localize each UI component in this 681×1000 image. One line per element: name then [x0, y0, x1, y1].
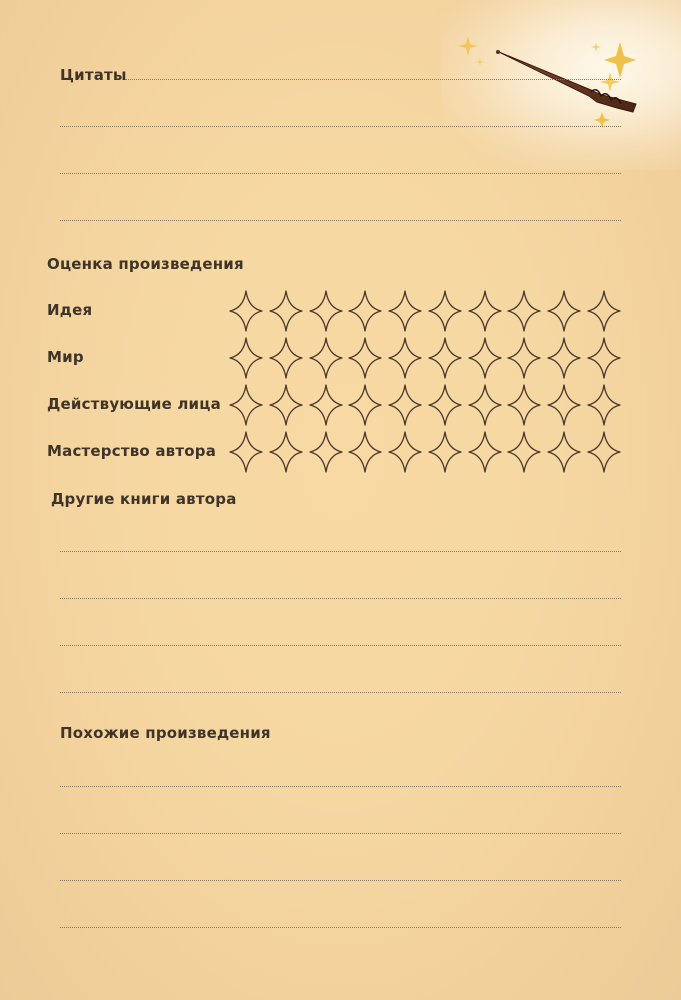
similar-title: Похожие произведения [60, 724, 271, 742]
rating-star-icon[interactable] [468, 431, 502, 473]
rating-stars-row [229, 290, 621, 332]
rating-star-icon[interactable] [348, 337, 382, 379]
other-books-line[interactable] [60, 692, 621, 693]
rating-star-icon[interactable] [388, 384, 422, 426]
rating-star-icon[interactable] [309, 337, 343, 379]
similar-line[interactable] [60, 786, 621, 787]
rating-star-icon[interactable] [269, 290, 303, 332]
rating-star-icon[interactable] [229, 337, 263, 379]
rating-star-icon[interactable] [428, 431, 462, 473]
rating-star-icon[interactable] [428, 290, 462, 332]
similar-line[interactable] [60, 880, 621, 881]
rating-star-icon[interactable] [468, 384, 502, 426]
rating-star-icon[interactable] [507, 384, 541, 426]
rating-star-icon[interactable] [428, 337, 462, 379]
rating-star-icon[interactable] [388, 337, 422, 379]
rating-star-icon[interactable] [507, 337, 541, 379]
rating-star-icon[interactable] [309, 431, 343, 473]
rating-stars-row [229, 384, 621, 426]
rating-star-icon[interactable] [309, 384, 343, 426]
rating-star-icon[interactable] [269, 337, 303, 379]
rating-star-icon[interactable] [587, 290, 621, 332]
criterion-label: Мир [47, 348, 84, 366]
rating-star-icon[interactable] [507, 290, 541, 332]
rating-star-icon[interactable] [229, 384, 263, 426]
criterion-label: Идея [47, 301, 93, 319]
rating-star-icon[interactable] [547, 384, 581, 426]
rating-star-icon[interactable] [229, 290, 263, 332]
quotes-line[interactable] [60, 173, 621, 174]
rating-stars-row [229, 431, 621, 473]
rating-star-icon[interactable] [388, 431, 422, 473]
rating-star-icon[interactable] [468, 290, 502, 332]
rating-star-icon[interactable] [587, 431, 621, 473]
rating-star-icon[interactable] [309, 290, 343, 332]
rating-star-icon[interactable] [229, 431, 263, 473]
other-books-line[interactable] [60, 551, 621, 552]
rating-star-icon[interactable] [348, 431, 382, 473]
quotes-line[interactable] [60, 126, 621, 127]
quotes-line[interactable] [60, 220, 621, 221]
quotes-line[interactable] [125, 79, 621, 80]
rating-star-icon[interactable] [388, 290, 422, 332]
rating-star-icon[interactable] [547, 431, 581, 473]
rating-star-icon[interactable] [587, 384, 621, 426]
rating-star-icon[interactable] [348, 384, 382, 426]
rating-title: Оценка произведения [47, 255, 244, 273]
rating-star-icon[interactable] [547, 290, 581, 332]
sparkle-icon [440, 20, 660, 160]
rating-star-icon[interactable] [507, 431, 541, 473]
rating-star-icon[interactable] [468, 337, 502, 379]
rating-star-icon[interactable] [269, 431, 303, 473]
quotes-title: Цитаты [60, 66, 127, 84]
rating-stars-row [229, 337, 621, 379]
similar-line[interactable] [60, 833, 621, 834]
criterion-label: Действующие лица [47, 395, 221, 413]
other-books-title: Другие книги автора [51, 490, 237, 508]
rating-star-icon[interactable] [269, 384, 303, 426]
similar-line[interactable] [60, 927, 621, 928]
criterion-label: Мастерство автора [47, 442, 217, 460]
rating-star-icon[interactable] [428, 384, 462, 426]
rating-star-icon[interactable] [547, 337, 581, 379]
other-books-line[interactable] [60, 645, 621, 646]
rating-star-icon[interactable] [587, 337, 621, 379]
other-books-line[interactable] [60, 598, 621, 599]
rating-star-icon[interactable] [348, 290, 382, 332]
